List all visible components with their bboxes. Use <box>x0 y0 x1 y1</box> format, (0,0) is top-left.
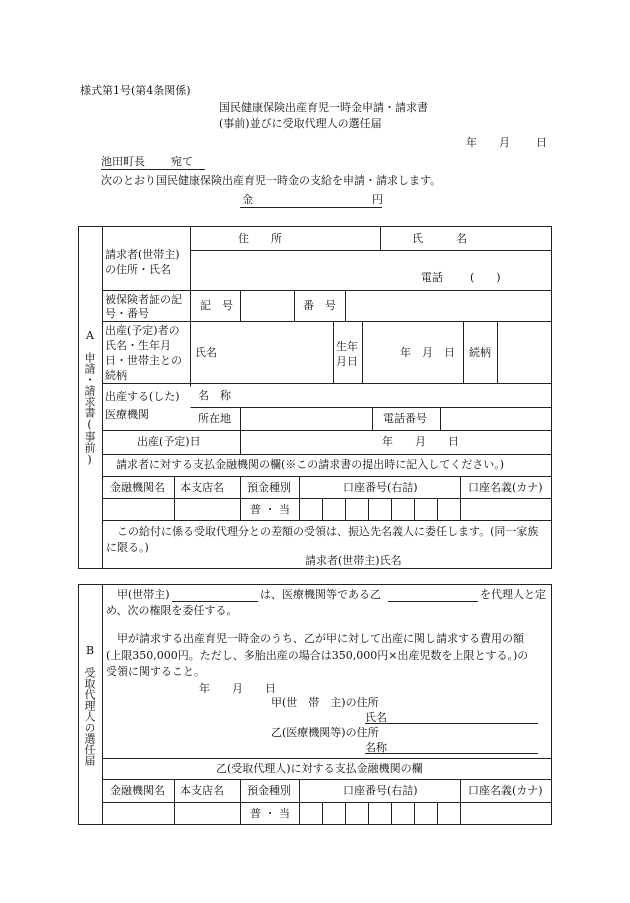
birthdate-label: 生年月日 <box>336 340 358 368</box>
branch-a: 本支店名 <box>180 481 224 494</box>
account-holder-a: 口座名義(カナ) <box>468 481 543 494</box>
otsu-address-label: 乙(医療機関等)の住所 <box>271 726 379 739</box>
deposit-type-b: 預金種別 <box>247 784 291 797</box>
account-holder-b: 口座名義(カナ) <box>468 784 543 797</box>
section-b-letter: B <box>86 644 95 657</box>
b-p1-c: を代理人と定 <box>480 588 546 601</box>
addressee-suffix: 宛て <box>171 155 193 168</box>
amount-suffix: 円 <box>372 193 383 206</box>
section-a-side-label: 申請・請求書(事前) <box>83 352 96 466</box>
delegation-text: この給付に係る受取代理分との差額の受領は、振込先名義人に委任します。(同一家族に限る。) <box>106 525 539 554</box>
b-p1-a: 甲(世帯主) <box>117 588 170 601</box>
section-a-letter: A <box>86 329 94 342</box>
otsu-name-label: 名称 <box>365 741 387 754</box>
date-day: 日 <box>536 136 547 149</box>
kou-address-label: 甲(世 帯 主)の住所 <box>271 696 379 709</box>
phone-paren: ( ) <box>470 271 501 284</box>
b-p2-b: (上限350,000円。ただし、多胎出産の場合は350,000円×出産児数を上限とする。)の <box>106 649 529 662</box>
bank-section-label-b: 乙(受取代理人)に対する支払金融機関の欄 <box>216 762 423 775</box>
date-month: 月 <box>499 136 510 149</box>
number-label: 番 号 <box>303 299 336 312</box>
inst-name-label: 名 称 <box>198 389 231 402</box>
shimei-label: 氏名 <box>195 346 217 359</box>
requester-label: 請求者(世帯主)の住所・氏名 <box>105 248 180 276</box>
bank-name-b: 金融機関名 <box>110 784 165 797</box>
branch-b: 本支店名 <box>180 784 224 797</box>
section-b-side-label: 受取代理人の選任届 <box>83 667 96 766</box>
phone-label: 電話 <box>421 271 443 284</box>
institution-label: 出産する(した)医療機関 <box>105 390 180 421</box>
signature-label: 請求者(世帯主)氏名 <box>305 554 402 567</box>
b-p1-d: め、次の権限を委任する。 <box>106 604 238 617</box>
bank-name-a: 金融機関名 <box>110 481 165 494</box>
addressee: 池田町長 <box>101 155 145 168</box>
birth-ymd: 年 月 日 <box>400 346 455 359</box>
insurance-label: 被保険者証の記号・番号 <box>105 293 182 320</box>
deposit-kind-a[interactable]: 普 ・ 当 <box>250 503 290 516</box>
account-no-b: 口座番号(右詰) <box>343 784 418 797</box>
account-no-a: 口座番号(右詰) <box>343 481 418 494</box>
inst-phone-label: 電話番号 <box>383 412 427 425</box>
b-date-ymd: 年 月 日 <box>199 682 276 695</box>
form-title-line1: 国民健康保険出産育児一時金申請・請求書 <box>219 101 428 114</box>
symbol-label: 記 号 <box>200 299 233 312</box>
relation-label: 続柄 <box>469 346 491 359</box>
deposit-kind-b[interactable]: 普 ・ 当 <box>250 807 290 820</box>
inst-address-label: 所在地 <box>198 412 231 425</box>
deposit-type-a: 預金種別 <box>247 481 291 494</box>
b-p1-b: は、医療機関等である乙 <box>260 588 381 601</box>
b-p2-c: 受領に関すること。 <box>106 665 205 678</box>
bank-section-label-a: 請求者に対する支払金融機関の欄(※この請求書の提出時に記入してください。) <box>116 458 505 471</box>
amount-prefix: 金 <box>242 193 253 206</box>
due-date-label: 出産(予定)日 <box>137 435 201 448</box>
form-title-line2: (事前)並びに受取代理人の選任届 <box>219 117 382 130</box>
date-year: 年 <box>466 136 477 149</box>
due-ymd: 年 月 日 <box>382 435 459 448</box>
birth-label: 出産(予定)者の氏名・生年月日・世帯主との続柄 <box>105 324 182 382</box>
kou-name-label: 氏名 <box>365 711 387 724</box>
name-header: 氏 名 <box>412 232 467 245</box>
b-p2-a: 甲が請求する出産育児一時金のうち、乙が甲に対して出産に関し請求する費用の額 <box>117 632 524 645</box>
intro-text: 次のとおり国民健康保険出産育児一時金の支給を申請・請求します。 <box>101 174 442 187</box>
address-header: 住 所 <box>238 232 282 245</box>
form-number: 様式第1号(第4条関係) <box>80 84 191 97</box>
